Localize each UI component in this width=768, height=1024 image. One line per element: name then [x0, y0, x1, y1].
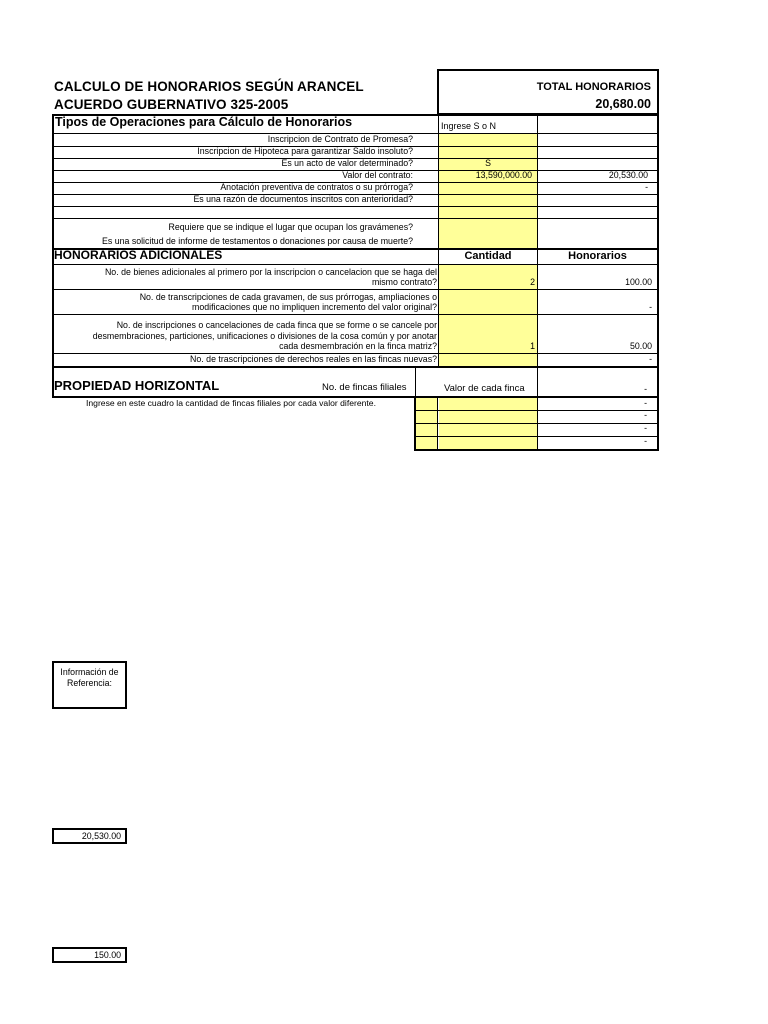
- referencia-value-2: [52, 947, 127, 963]
- tipos-row-input-valor-contrato[interactable]: 13,590,000.00: [475, 170, 532, 180]
- fincas-row-fee: -: [644, 398, 647, 408]
- adicionales-label-bienes-adicionales-line1: No. de bienes adicionales al primero por la inscripcion o cancelacion que se haga del: [104, 266, 437, 277]
- title-line-2: ACUERDO GUBERNATIVO 325-2005: [54, 97, 289, 112]
- fincas-row-fee: -: [644, 436, 647, 446]
- tipos-row-label-valor-contrato: Valor del contrato:: [342, 170, 413, 180]
- referencia-value-1: [52, 828, 127, 844]
- referencia-value-2-text: 150.00: [94, 950, 121, 960]
- tipos-row-fee-valor-contrato: 20,530.00: [608, 170, 648, 180]
- tipos-row-label-solicitud-testamentos: Es una solicitud de informe de testamentos o donaciones por causa de muerte?: [101, 236, 413, 246]
- referencia-label-2: Referencia:: [67, 678, 112, 688]
- adicionales-fee-trascripciones-derechos: -: [649, 354, 652, 364]
- adicionales-fee-inscripciones-desmembraciones: 50.00: [629, 341, 652, 351]
- adicionales-label-inscripciones-desmembraciones-line1: No. de inscripciones o cancelaciones de cada finca que se forme o se cancele por: [116, 320, 437, 330]
- honorarios-header: Honorarios: [568, 250, 627, 262]
- adicionales-label-bienes-adicionales-line2: mismo contrato?: [371, 277, 437, 287]
- adicionales-label-inscripciones-desmembraciones-line3: cada desmembración en la finca matriz?: [279, 341, 437, 351]
- adicionales-qty-inscripciones-desmembraciones[interactable]: 1: [530, 341, 535, 351]
- fincas-row-fee: -: [644, 410, 647, 420]
- title-line-1: CALCULO DE HONORARIOS SEGÚN ARANCEL: [54, 79, 364, 94]
- valor-cada-finca-fee: -: [644, 384, 647, 394]
- adicionales-label-transcripciones-gravamen-line2: modificaciones que no impliquen incremento del valor original?: [192, 302, 437, 312]
- adicionales-title: HONORARIOS ADICIONALES: [54, 248, 223, 262]
- tipos-title: Tipos de Operaciones para Cálculo de Honorarios: [55, 115, 353, 129]
- adicionales-label-inscripciones-desmembraciones-line2: desmembraciones, particiones, unificaciones o divisiones de la cosa común y por anotar: [92, 330, 437, 341]
- referencia-value-1-text: 20,530.00: [81, 831, 121, 841]
- tipos-row-label-razon-documentos: Es una razón de documentos inscritos con anterioridad?: [193, 194, 413, 204]
- adicionales-fee-bienes-adicionales: 100.00: [625, 277, 652, 287]
- ingrese-s-o-n-header: Ingrese S o N: [441, 121, 497, 131]
- adicionales-label-trascripciones-derechos-line1: No. de trascripciones de derechos reales en las fincas nuevas?: [190, 354, 437, 364]
- tipos-row-fee-anotacion-preventiva: -: [645, 182, 648, 192]
- fincas-note: Ingrese en este cuadro la cantidad de fincas filiales por cada valor diferente.: [86, 398, 376, 408]
- adicionales-fee-transcripciones-gravamen: -: [649, 302, 652, 312]
- tipos-row-label-promesa: Inscripcion de Contrato de Promesa?: [267, 134, 413, 144]
- tipos-row-label-hipoteca: Inscripcion de Hipoteca para garantizar Saldo insoluto?: [197, 146, 413, 156]
- cantidad-header: Cantidad: [464, 250, 512, 262]
- adicionales-qty-bienes-adicionales[interactable]: 2: [530, 277, 535, 287]
- valor-cada-finca-label: Valor de cada finca: [444, 383, 525, 394]
- fincas-row-fee: -: [644, 423, 647, 433]
- tipos-row-label-valor-determinado: Es un acto de valor determinado?: [281, 158, 413, 168]
- referencia-box: [52, 661, 127, 709]
- fincas-filiales-label: No. de fincas filiales: [322, 382, 407, 393]
- propiedad-title: PROPIEDAD HORIZONTAL: [54, 378, 220, 393]
- referencia-label-1: Información de: [60, 667, 119, 677]
- total-honorarios-box: [437, 69, 659, 115]
- adicionales-label-transcripciones-gravamen-line1: No. de transcripciones de cada gravamen, de sus prórrogas, ampliaciones o: [139, 291, 437, 302]
- tipos-row-label-anotacion-preventiva: Anotación preventiva de contratos o su prórroga?: [220, 182, 413, 192]
- tipos-row-input-valor-determinado[interactable]: S: [485, 158, 491, 168]
- tipos-input-column[interactable]: [439, 134, 537, 248]
- total-honorarios-label: TOTAL HONORARIOS: [536, 81, 651, 93]
- total-honorarios-value: 20,680.00: [595, 97, 651, 111]
- tipos-row-label-lugar-gravamenes: Requiere que se indique el lugar que ocupan los gravámenes?: [168, 222, 413, 232]
